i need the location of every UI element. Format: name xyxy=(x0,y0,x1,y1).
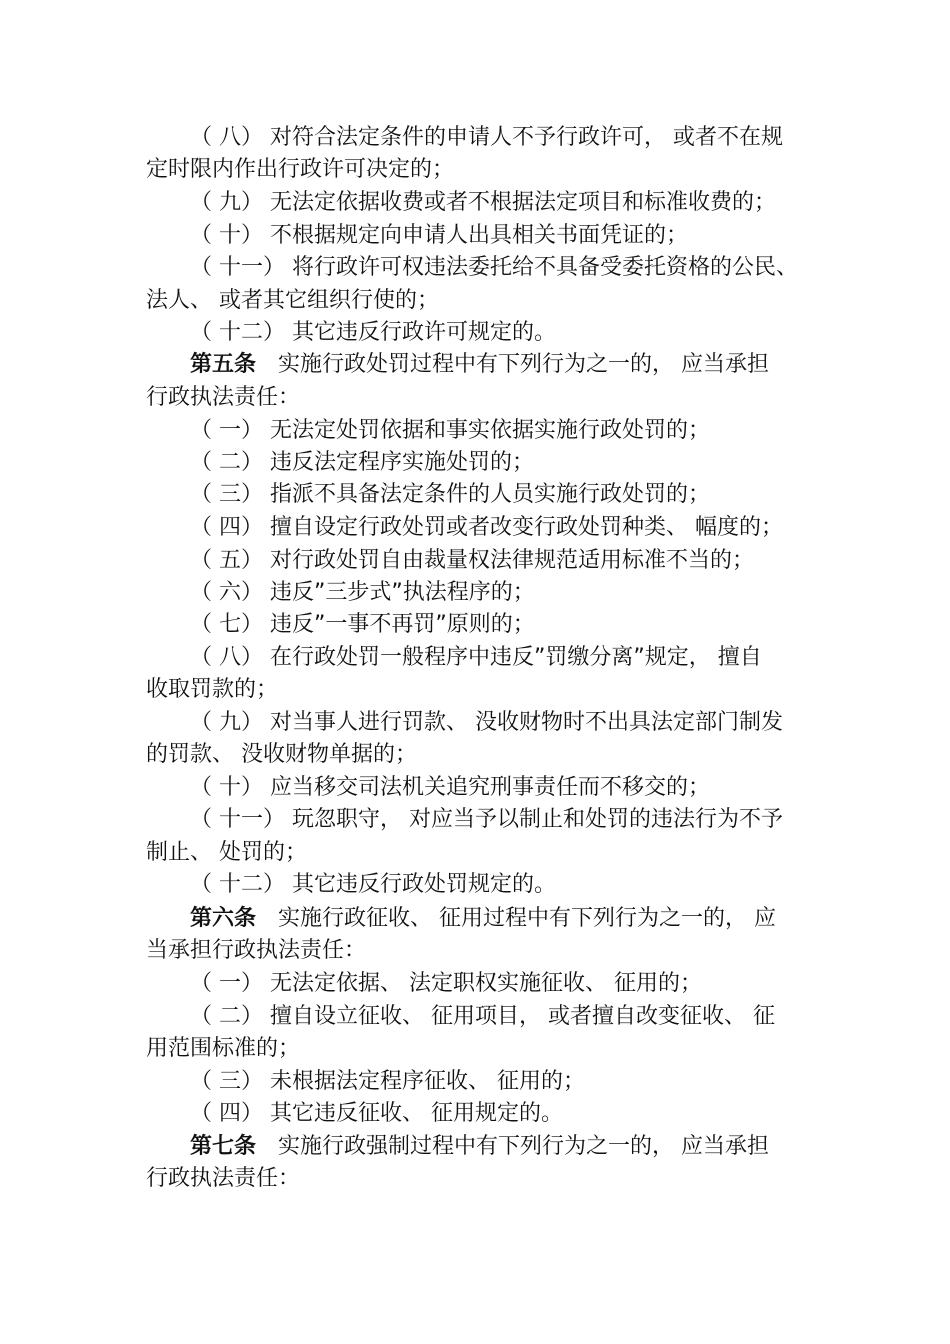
text-line: （ 二） 擅自设立征收、 征用项目， 或者擅自改变征收、 征 xyxy=(190,1004,775,1029)
text-line: （ 四） 擅自设定行政处罚或者改变行政处罚种类、 幅度的； xyxy=(190,515,783,540)
text-line: （ 九） 无法定依据收费或者不根据法定项目和标准收费的； xyxy=(190,190,776,215)
text-line: 制止、 处罚的； xyxy=(146,840,307,865)
text-line: （ 四） 其它违反征收、 征用规定的。 xyxy=(190,1101,563,1126)
text-line: 收取罚款的； xyxy=(146,677,279,702)
text-line: 用范围标准的； xyxy=(146,1036,301,1061)
text-line: （ 十二） 其它违反行政处罚规定的。 xyxy=(190,872,556,897)
article-number: 第六条 xyxy=(190,906,257,931)
article-text: 实施行政强制过程中有下列行为之一的， 应当承担 xyxy=(278,1134,770,1159)
text-line: 行政执法责任： xyxy=(146,385,301,410)
text-line: （ 十） 不根据规定向申请人出具相关书面凭证的； xyxy=(190,223,688,248)
text-line: 当承担行政执法责任： xyxy=(146,938,367,963)
text-line: （ 八） 对符合法定条件的申请人不予行政许可， 或者不在规 xyxy=(190,125,783,150)
text-line: （ 一） 无法定依据、 法定职权实施征收、 征用的； xyxy=(190,971,702,996)
text-line: （ 七） 违反”一事不再罚”原则的； xyxy=(190,612,535,637)
article-heading-line xyxy=(190,903,880,935)
text-line: （ 五） 对行政处罚自由裁量权法律规范适用标准不当的； xyxy=(190,548,754,573)
article-text: 实施行政处罚过程中有下列行为之一的， 应当承担 xyxy=(278,352,770,377)
text-line: （ 三） 未根据法定程序征收、 征用的； xyxy=(190,1069,585,1094)
article-text: 实施行政征收、 征用过程中有下列行为之一的， 应 xyxy=(278,906,777,931)
text-line: （ 十一） 玩忽职守， 对应当予以制止和处罚的违法行为不予 xyxy=(190,807,783,832)
text-line: （ 九） 对当事人进行罚款、 没收财物时不出具法定部门制发 xyxy=(190,710,783,735)
text-line: 的罚款、 没收财物单据的； xyxy=(146,742,417,767)
text-line: 行政执法责任： xyxy=(146,1166,301,1191)
text-line: （ 十二） 其它违反行政许可规定的。 xyxy=(190,320,556,345)
text-line: （ 八） 在行政处罚一般程序中违反”罚缴分离”规定， 擅自 xyxy=(190,645,762,670)
text-line: 法人、 或者其它组织行使的； xyxy=(146,288,439,313)
article-number: 第五条 xyxy=(190,352,257,377)
text-line: （ 一） 无法定处罚依据和事实依据实施行政处罚的； xyxy=(190,418,710,443)
text-line: （ 三） 指派不具备法定条件的人员实施行政处罚的； xyxy=(190,482,710,507)
text-line: （ 六） 违反”三步式”执法程序的； xyxy=(190,580,535,605)
article-heading-line xyxy=(190,349,880,381)
text-line: （ 十） 应当移交司法机关追究刑事责任而不移交的； xyxy=(190,775,710,800)
text-line: 定时限内作出行政许可决定的； xyxy=(146,157,455,182)
article-heading-line xyxy=(190,1131,880,1163)
text-line: （ 二） 违反法定程序实施处罚的； xyxy=(190,450,534,475)
article-number: 第七条 xyxy=(190,1134,257,1159)
text-line: （ 十一） 将行政许可权违法委托给不具备受委托资格的公民、 xyxy=(190,255,798,280)
